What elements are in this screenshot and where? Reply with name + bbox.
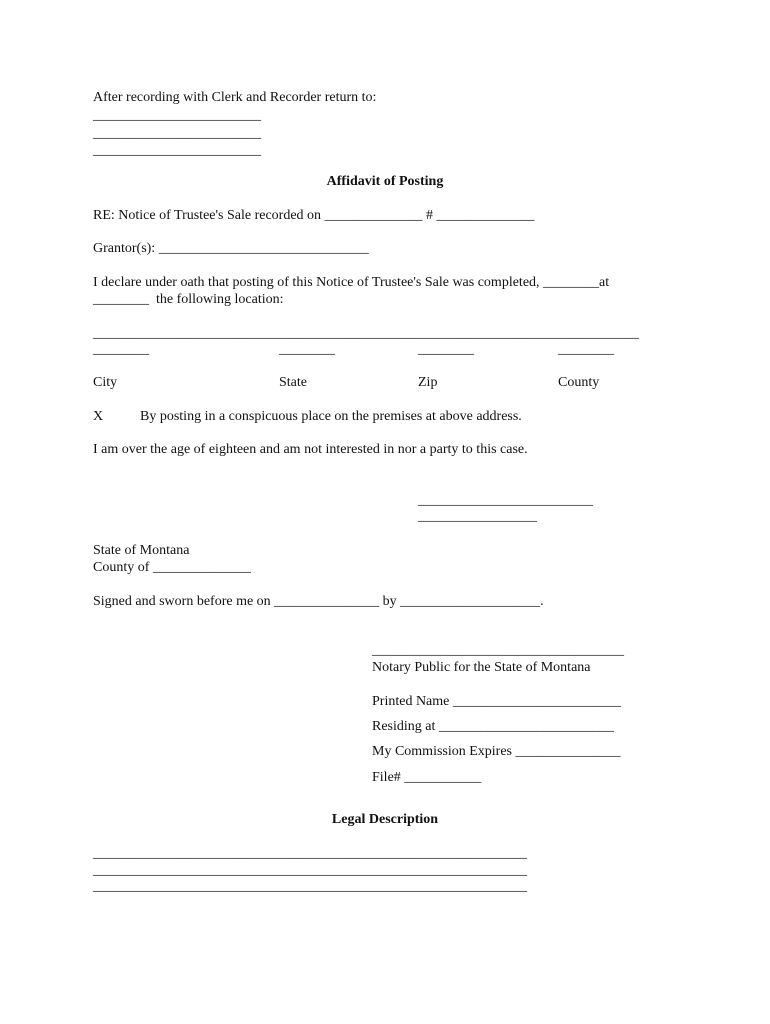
file-number[interactable]: File# ___________ [372,770,482,785]
notary-residing-at[interactable]: Residing at _________________________ [372,719,614,734]
legal-description-line-1[interactable]: ______________________________________________________________ [93,846,527,861]
state-label: State [279,375,307,390]
legal-description-heading: Legal Description [331,812,439,827]
return-address-line-2[interactable]: ________________________ [93,126,261,141]
notary-title: Notary Public for the State of Montana [372,660,591,675]
county-of-line[interactable]: County of ______________ [93,560,251,575]
grantor-line[interactable]: Grantor(s): ______________________________ [93,241,369,256]
county-label: County [558,375,600,390]
notary-commission-expires[interactable]: My Commission Expires _______________ [372,744,621,759]
legal-description-line-3[interactable]: ______________________________________________________________ [93,879,527,894]
location-address-line[interactable]: ______________________________________________________________________________ [93,326,639,341]
affiant-name-line[interactable]: _________________ [418,509,537,524]
notary-signature-line[interactable]: ____________________________________ [372,643,624,658]
city-label: City [93,375,118,390]
declaration-line-2[interactable]: ________ the following location: [93,292,284,307]
state-blank[interactable]: ________ [279,342,335,357]
notary-printed-name[interactable]: Printed Name ________________________ [372,694,621,709]
city-blank[interactable]: ________ [93,342,149,357]
re-notice-line[interactable]: RE: Notice of Trustee's Sale recorded on ______________ # ______________ [93,208,535,223]
posting-method-text: By posting in a conspicuous place on the premises at above address. [140,409,522,424]
state-of-montana: State of Montana [93,543,190,558]
zip-blank[interactable]: ________ [418,342,474,357]
return-address-line-1[interactable]: ________________________ [93,108,261,123]
declaration-line-1[interactable]: I declare under oath that posting of this Notice of Trustee's Sale was completed, ________at [93,275,610,290]
county-blank[interactable]: ________ [558,342,614,357]
document-title: Affidavit of Posting [326,174,444,189]
legal-description-line-2[interactable]: ______________________________________________________________ [93,863,527,878]
age-statement: I am over the age of eighteen and am not interested in nor a party to this case. [93,442,528,457]
signed-sworn-line[interactable]: Signed and sworn before me on _______________ by ____________________. [93,594,544,609]
affiant-signature-line[interactable]: _________________________ [418,493,593,508]
zip-label: Zip [418,375,438,390]
posting-mark: X [93,409,104,424]
return-to-label: After recording with Clerk and Recorder return to: [93,90,377,105]
return-address-line-3[interactable]: ________________________ [93,143,261,158]
